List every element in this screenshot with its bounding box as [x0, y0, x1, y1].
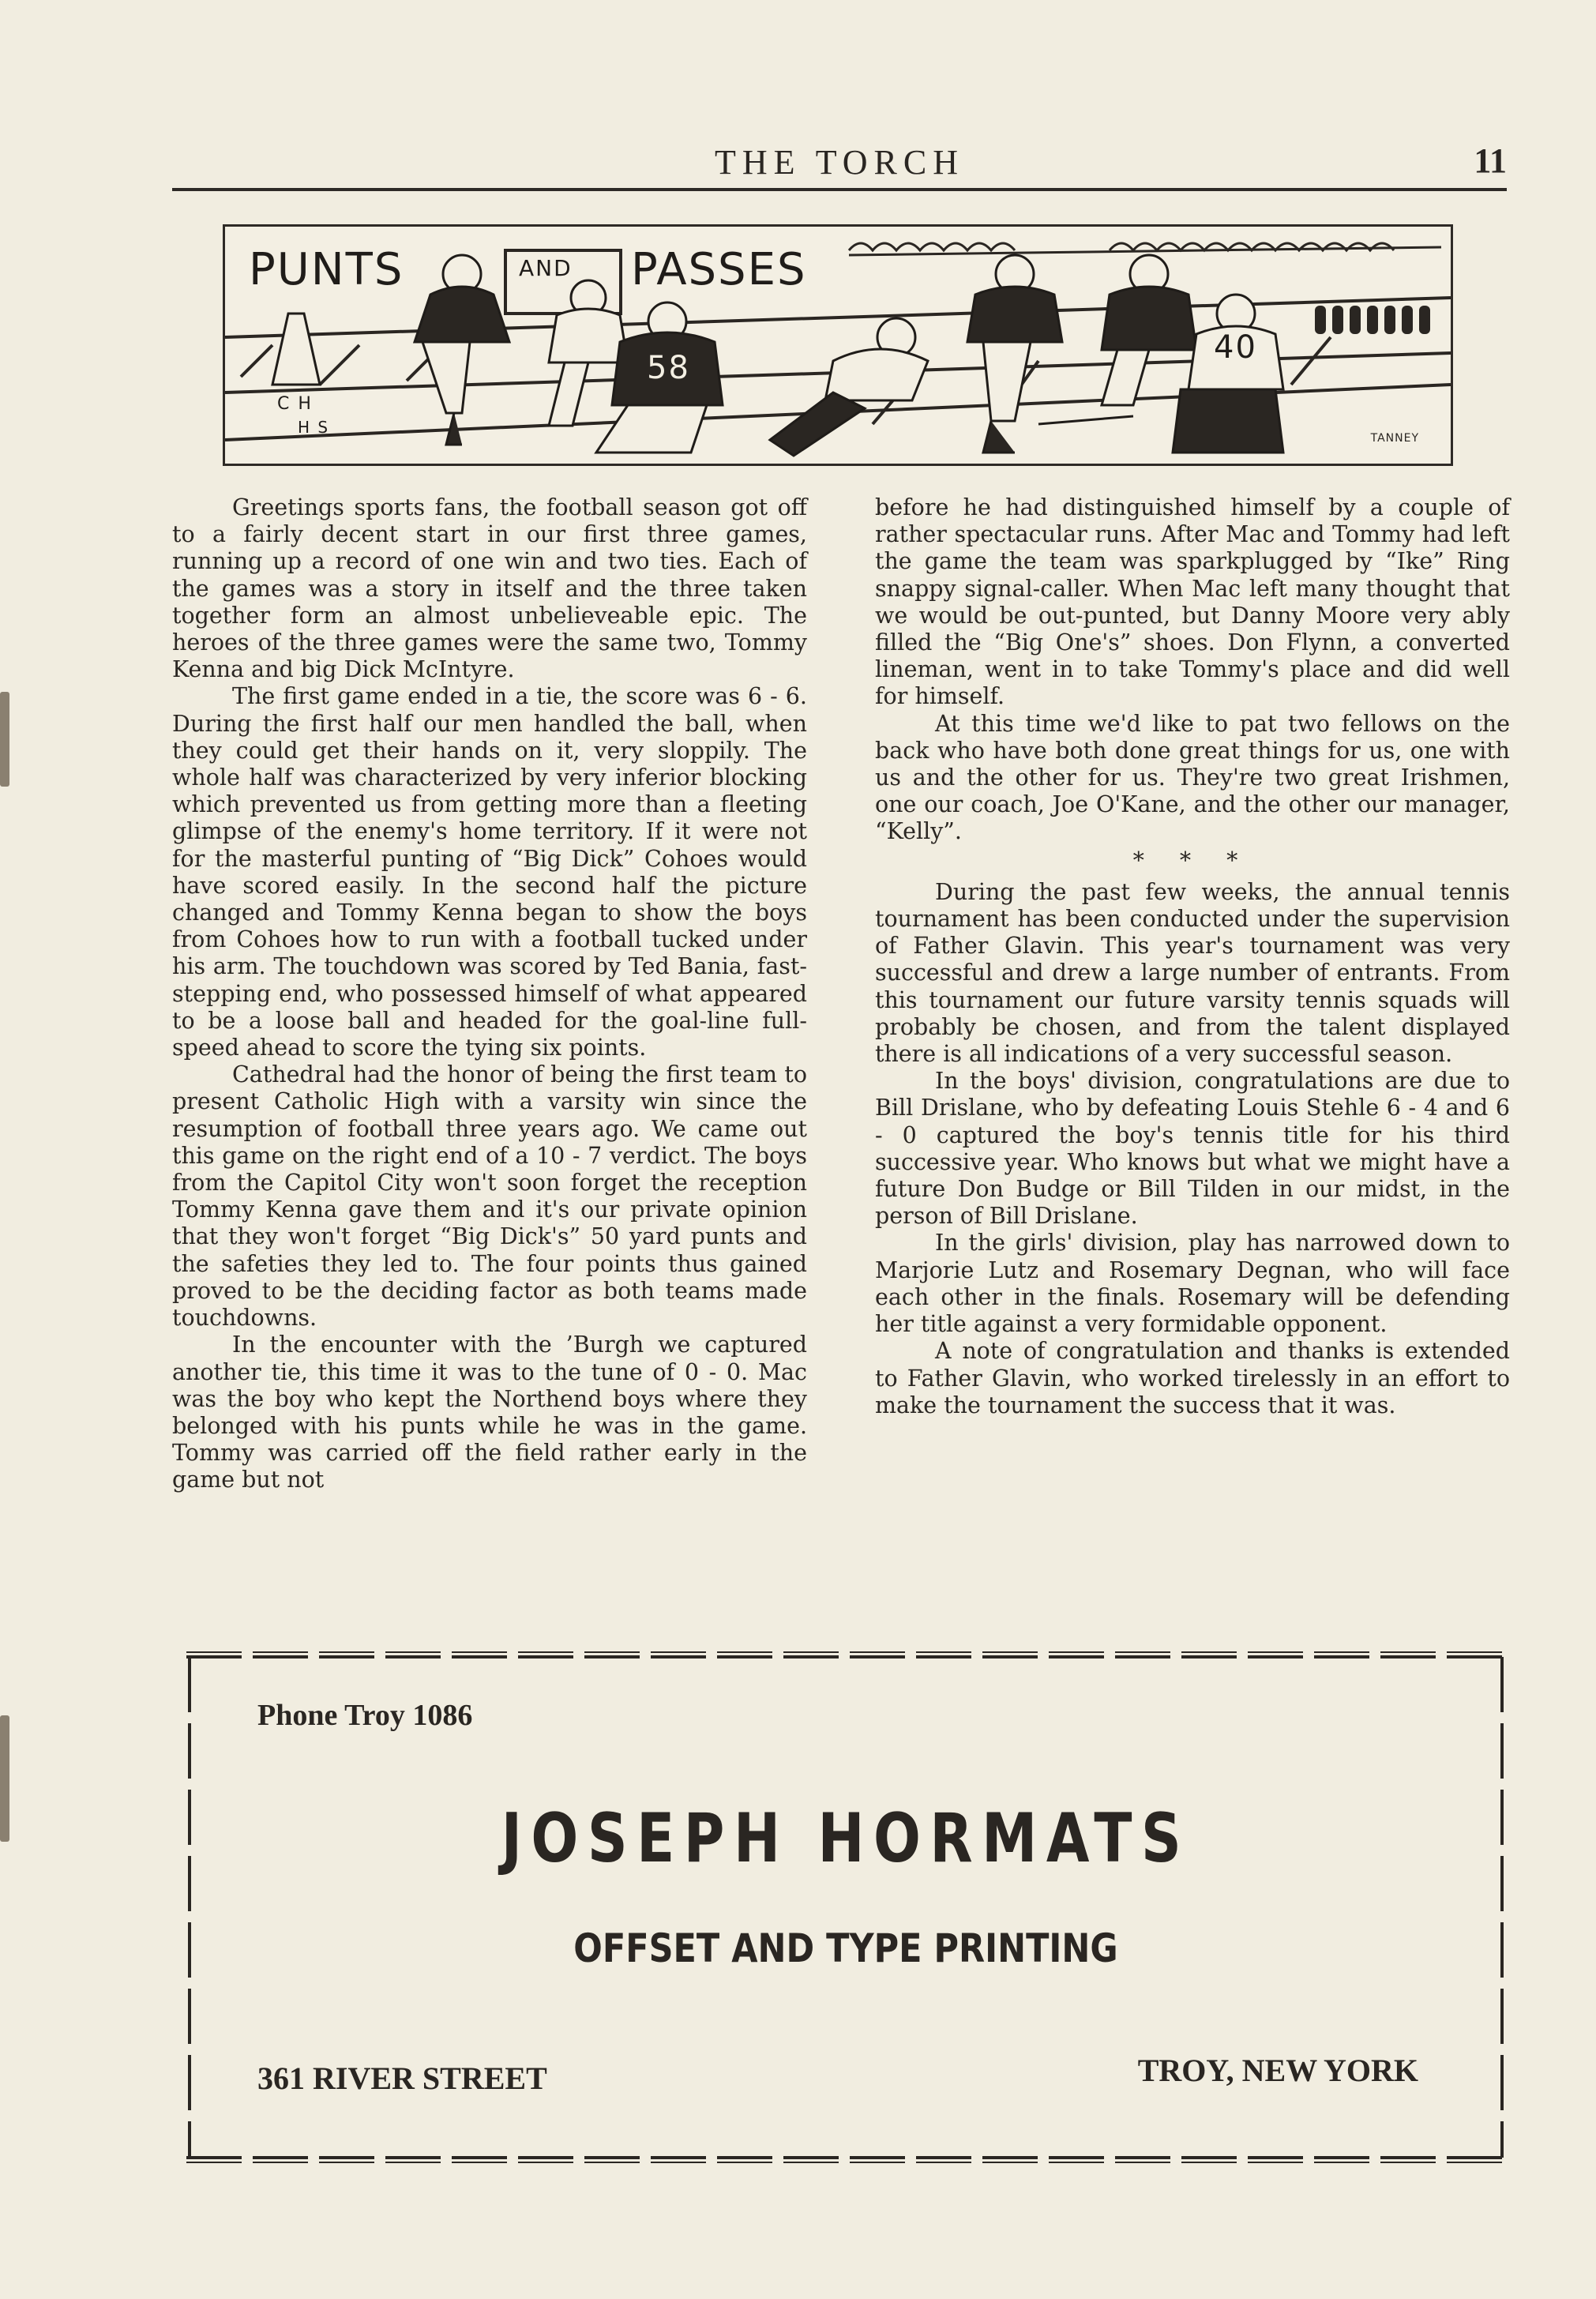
article-paragraph-continued: before he had distinguished himself by a couple of rather spectacular runs. After Mac and Tommy had left the game the team was sparkplugged by “Ike” Ring snappy signal-caller. When Mac left many thought that we would be out-punted, but Danny Moore very ably filled the “Big One's” shoes. Don Flynn, a converted lineman, went in to take Tommy's place and did well for himself. — [875, 494, 1510, 710]
article-paragraph: At this time we'd like to pat two fellows on the back who have both done great things for us, one with us and the other for us. They're two great Irishmen, one our coach, Joe O'Kane, and the other our manager, “Kelly”. — [875, 710, 1510, 845]
article-paragraph: In the girls' division, play has narrowed down to Marjorie Lutz and Rosemary Degnan, who will face each other in the finals. Rosemary will be defending her title against a very formidable opponent. — [875, 1230, 1510, 1338]
running-header — [172, 136, 1507, 191]
jersey-number-40: 40 — [1214, 329, 1257, 366]
banner-word-passes: PASSES — [631, 244, 807, 295]
jersey-number-58: 58 — [647, 350, 690, 386]
article-right-column — [875, 494, 1510, 1419]
ad-service: OFFSET AND TYPE PRINTING — [573, 1925, 1118, 1971]
article-left-column — [172, 494, 807, 1494]
article-paragraph: During the past few weeks, the annual tennis tournament has been conducted under the supervision of Father Glavin. This year's tournament was very successful and drew a large number of entrants. From this tournament our future varsity tennis squads will probably be chosen, and from the talent displayed there is all indications of a very successful season. — [875, 878, 1510, 1068]
pylon-letters: C H — [277, 394, 313, 414]
football-illustration — [225, 227, 1451, 464]
punts-and-passes-banner — [223, 224, 1453, 466]
pylon-sub-letters: H S — [298, 418, 330, 437]
article-paragraph: In the boys' division, congratulations are due to Bill Drislane, who by defeating Louis Stehle 6 - 4 and 6 - 0 captured the boy's tennis title for his third successive year. Who knows but what we might have a future Don Budge or Bill Tilden in our midst, in the person of Bill Drislane. — [875, 1068, 1510, 1230]
section-separator: * * * — [1132, 847, 1252, 873]
banner-word-punts: PUNTS — [249, 244, 404, 295]
ad-address: 361 RIVER STREET — [257, 2060, 547, 2096]
page-number: 11 — [1474, 141, 1507, 180]
article-paragraph: In the encounter with the ’Burgh we captured another tie, this time it was to the tune of 0 - 0. Mac was the boy who kept the Northend boys where they belonged with his punts while he was in the game. Tommy was carried off the field rather early in the game but not — [172, 1332, 807, 1493]
staple-top — [0, 692, 9, 787]
banner-word-and: AND — [519, 255, 573, 281]
artist-signature: TANNEY — [1370, 432, 1419, 445]
printer-advertisement — [178, 1633, 1513, 2170]
ad-phone: Phone Troy 1086 — [257, 1699, 473, 1732]
ad-business-name: JOSEPH HORMATS — [501, 1799, 1191, 1878]
article-paragraph: Greetings sports fans, the football season got off to a fairly decent start in our first three games, running up a record of one win and two ties. Each of the games was a story in itself and the three taken together form an almost unbelieveable epic. The heroes of the three games were the same two, Tommy Kenna and big Dick McIntyre. — [172, 494, 807, 683]
staple-bottom — [0, 1715, 9, 1842]
publication-title: THE TORCH — [714, 143, 965, 182]
article-paragraph: The first game ended in a tie, the score was 6 - 6. During the first half our men handled the ball, when they could get their hands on it, very sloppily. The whole half was characterized by very inferior blocking which prevented us from getting more than a fleeting glimpse of the enemy's home territory. If it were not for the masterful punting of “Big Dick” Cohoes would have scored easily. In the second half the picture changed and Tommy Kenna began to show the boys from Cohoes how to run with a football tucked under his arm. The touchdown was scored by Ted Bania, fast-stepping end, who possessed himself of what appeared to be a loose ball and headed for the goal-line full-speed ahead to score the tying six points. — [172, 683, 807, 1061]
ad-city: TROY, NEW YORK — [1137, 2053, 1418, 2088]
article-paragraph: A note of congratulation and thanks is extended to Father Glavin, who worked tirelessly in an effort to make the tournament the success that it was. — [875, 1338, 1510, 1418]
article-paragraph: Cathedral had the honor of being the first team to present Catholic High with a varsity win since the resumption of football three years ago. We came out this game on the right end of a 10 - 7 verdict. The boys from the Capitol City won't soon forget the reception Tommy Kenna gave them and it's our private opinion that they won't forget “Big Dick's” 50 yard punts and the safeties they led to. The four points thus gained proved to be the deciding factor as both teams made touchdowns. — [172, 1061, 807, 1332]
article-columns — [172, 494, 1510, 1616]
